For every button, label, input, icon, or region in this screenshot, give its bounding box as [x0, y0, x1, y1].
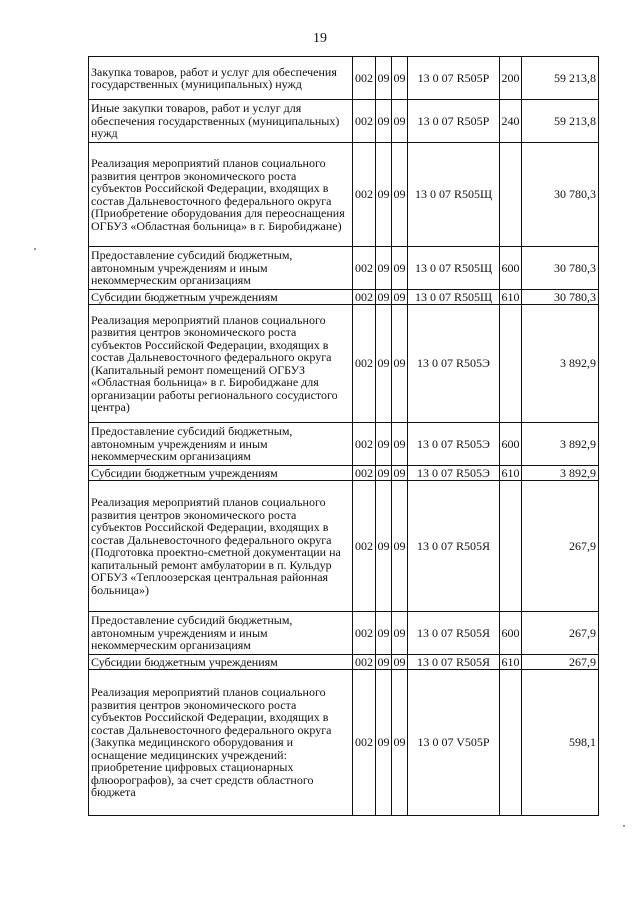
row-name: Реализация мероприятий планов социального развития центров экономического роста субъектов Российской Федерации, входящих в состав Дальневосточного федерального округа (Закупка медицинского оборудования и оснащение медицинских учреждений: приобретение цифровых стационарных флюорографов), за счет средств областного бюджета	[89, 670, 353, 816]
row-subsection-code: 09	[393, 465, 406, 480]
row-ministry-code: 002	[353, 481, 376, 612]
table-row	[89, 57, 599, 100]
row-ministry-code: 002	[353, 305, 376, 423]
row-expense-type-code: 610	[501, 465, 520, 480]
row-target-code: 13 0 07 R505Я	[408, 481, 500, 612]
table-row	[89, 466, 599, 481]
row-amount: 30 780,3	[522, 143, 599, 247]
table-row	[89, 100, 599, 143]
row-ministry-code: 002	[353, 655, 376, 670]
row-subsection-code: 09	[392, 305, 408, 423]
row-expense-type-code: 610	[501, 289, 520, 304]
row-section-code: 09	[377, 465, 390, 480]
budget-table	[88, 56, 599, 816]
row-name: Реализация мероприятий планов социального развития центров экономического роста субъектов Российской Федерации, входящих в состав Дальневосточного федерального округа (Подготовка проектно-сметной документации на капитальный ремонт амбулатории в п. Кульдур ОГБУЗ «Теплоозерская центральная районная больница»)	[89, 481, 353, 612]
row-target-code: 13 0 07 R505Я	[408, 612, 500, 655]
row-subsection-code: 09	[392, 100, 408, 143]
row-expense-type-code	[500, 670, 522, 816]
row-ministry-code: 002	[353, 143, 376, 247]
row-expense-type-code	[500, 143, 522, 247]
row-amount: 59 213,8	[522, 100, 599, 143]
row-name: Субсидии бюджетным учреждениям	[89, 655, 353, 670]
row-target-code: 13 0 07 R505Э	[408, 466, 500, 481]
row-target-code: 13 0 07 V505Р	[408, 670, 500, 816]
row-amount: 3 892,9	[522, 305, 599, 423]
row-section-code: 09	[376, 100, 392, 143]
row-expense-type-code	[500, 305, 522, 423]
row-expense-type-code	[500, 481, 522, 612]
row-section-code: 09	[376, 612, 392, 655]
row-section-code: 09	[376, 247, 392, 290]
row-section-code: 09	[376, 481, 392, 612]
row-target-code: 13 0 07 R505Э	[408, 423, 500, 466]
table-row	[89, 290, 599, 305]
row-subsection-code: 09	[392, 143, 408, 247]
scan-speck	[623, 825, 625, 827]
row-ministry-code: 002	[353, 466, 376, 481]
table-row	[89, 481, 599, 612]
row-name: Субсидии бюджетным учреждениям	[89, 466, 353, 481]
row-section-code: 09	[376, 423, 392, 466]
row-target-code: 13 0 07 R505Р	[408, 100, 500, 143]
row-subsection-code: 09	[392, 612, 408, 655]
table-row	[89, 612, 599, 655]
table-row	[89, 143, 599, 247]
row-name: Реализация мероприятий планов социального развития центров экономического роста субъектов Российской Федерации, входящих в состав Дальневосточного федерального округа (Капитальный ремонт помещений ОГБУЗ «Областная больница» в г. Биробиджане для организации работы регионального сосудистого центра)	[89, 305, 353, 423]
row-section-code: 09	[376, 143, 392, 247]
row-name: Иные закупки товаров, работ и услуг для обеспечения государственных (муниципальных) нужд	[89, 100, 353, 143]
row-ministry-code: 002	[353, 670, 376, 816]
row-ministry-code: 002	[353, 290, 376, 305]
row-name: Предоставление субсидий бюджетным, автономным учреждениям и иным некоммерческим организациям	[89, 247, 353, 290]
row-amount: 3 892,9	[522, 423, 599, 466]
row-ministry-code: 002	[353, 100, 376, 143]
row-amount: 30 780,3	[522, 290, 599, 305]
row-target-code: 13 0 07 R505Щ	[408, 143, 500, 247]
row-expense-type-code: 600	[500, 423, 522, 466]
row-amount: 267,9	[522, 612, 599, 655]
row-subsection-code: 09	[392, 670, 408, 816]
row-section-code: 09	[376, 670, 392, 816]
table-row	[89, 670, 599, 816]
row-target-code: 13 0 07 R505Щ	[408, 247, 500, 290]
row-name: Закупка товаров, работ и услуг для обеспечения государственных (муниципальных) нужд	[89, 57, 353, 100]
row-section-code: 09	[376, 305, 392, 423]
table-row	[89, 655, 599, 670]
row-expense-type-code: 600	[500, 247, 522, 290]
row-subsection-code: 09	[393, 654, 406, 669]
row-subsection-code: 09	[392, 57, 408, 100]
row-target-code: 13 0 07 R505Щ	[408, 290, 500, 305]
row-expense-type-code: 200	[500, 57, 522, 100]
row-expense-type-code: 240	[500, 100, 522, 143]
row-expense-type-code: 610	[501, 654, 520, 669]
row-subsection-code: 09	[392, 423, 408, 466]
row-name: Предоставление субсидий бюджетным, автономным учреждениям и иным некоммерческим организациям	[89, 423, 353, 466]
row-target-code: 13 0 07 R505Я	[408, 655, 500, 670]
row-section-code: 09	[376, 57, 392, 100]
row-subsection-code: 09	[392, 481, 408, 612]
row-name: Предоставление субсидий бюджетным, автономным учреждениям и иным некоммерческим организациям	[89, 612, 353, 655]
table-row	[89, 247, 599, 290]
scan-speck	[34, 248, 36, 250]
page-number: 19	[313, 31, 327, 46]
table-body	[89, 57, 599, 816]
row-amount: 598,1	[522, 670, 599, 816]
row-amount: 3 892,9	[522, 466, 599, 481]
row-amount: 59 213,8	[522, 57, 599, 100]
table-row	[89, 305, 599, 423]
table-row	[89, 423, 599, 466]
row-name: Субсидии бюджетным учреждениям	[89, 290, 353, 305]
row-amount: 267,9	[522, 481, 599, 612]
row-expense-type-code: 600	[500, 612, 522, 655]
row-section-code: 09	[377, 289, 390, 304]
row-target-code: 13 0 07 R505Э	[408, 305, 500, 423]
row-target-code: 13 0 07 R505Р	[408, 57, 500, 100]
row-name: Реализация мероприятий планов социального развития центров экономического роста субъектов Российской Федерации, входящих в состав Дальневосточного федерального округа (Приобретение оборудования для переоснащения ОГБУЗ «Областная больница» в г. Биробиджане)	[89, 143, 353, 247]
row-amount: 267,9	[522, 655, 599, 670]
row-ministry-code: 002	[353, 57, 376, 100]
row-section-code: 09	[377, 654, 390, 669]
row-ministry-code: 002	[353, 612, 376, 655]
row-amount: 30 780,3	[522, 247, 599, 290]
row-subsection-code: 09	[393, 289, 406, 304]
row-ministry-code: 002	[353, 423, 376, 466]
row-ministry-code: 002	[353, 247, 376, 290]
row-subsection-code: 09	[392, 247, 408, 290]
